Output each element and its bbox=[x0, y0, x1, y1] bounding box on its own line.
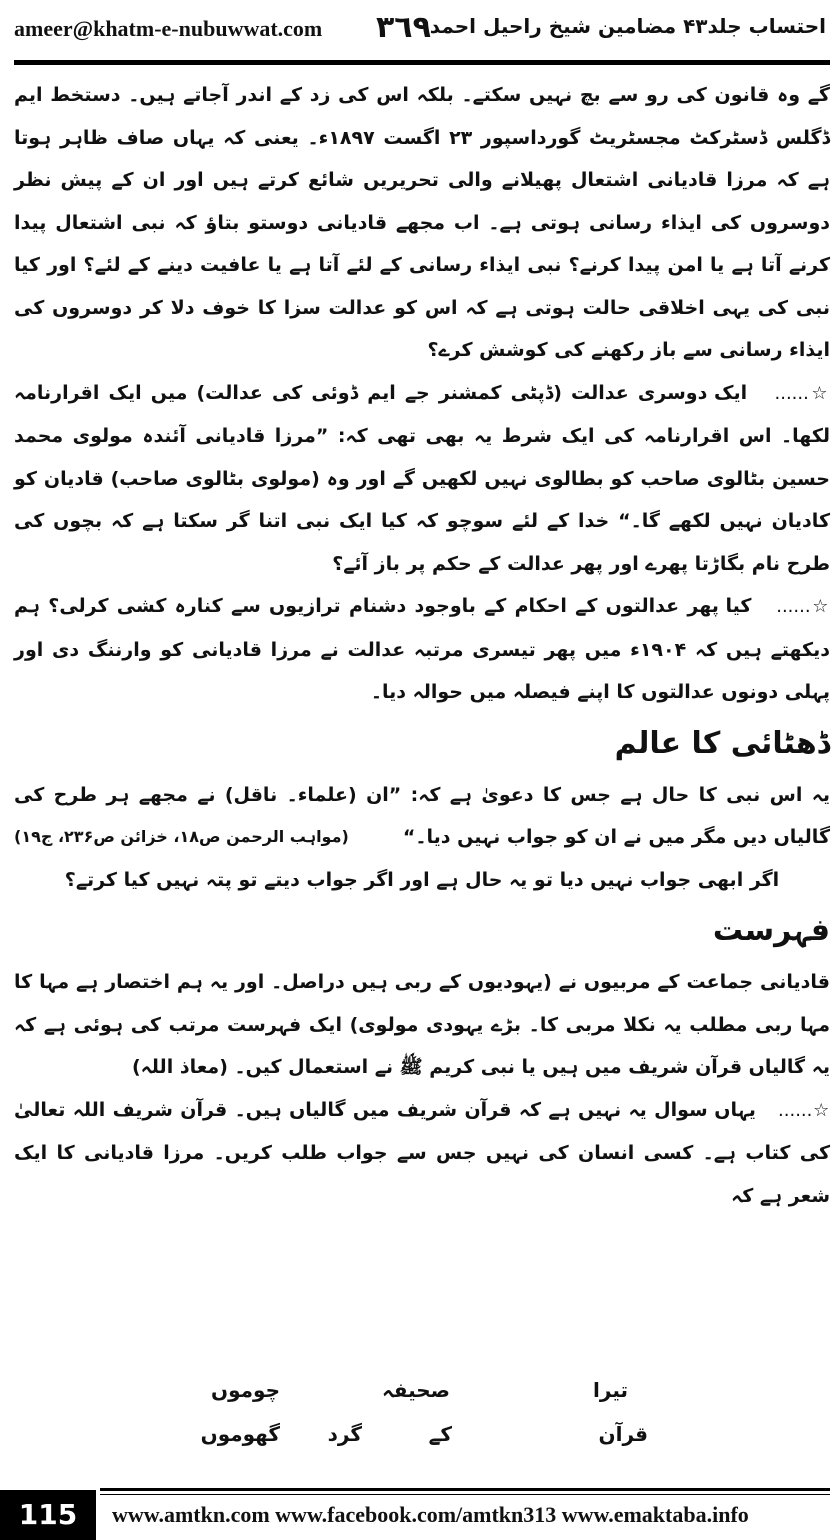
paragraph-1: گے وہ قانون کی رو سے بچ نہیں سکتے۔ بلکہ اس کی زد کے اندر آجاتے ہیں۔ دستخط ایم ڈگلس ڈسٹرکٹ مجسٹریٹ گورداسپور ۲۳ اگست ۱۸۹۷ء۔ یعنی کہ یہاں صاف ظاہر ہوتا ہے کہ مرزا قادیانی اشتعال پھیلانے والی تحریریں شائع کرتے ہیں اور ان کے پیش نظر دوسروں کی ایذاء رسانی ہوتی ہے۔ اب مجھے قادیانی دوستو بتاؤ کہ نبی اشتعال پیدا کرنے آتا ہے یا امن پیدا کرنے؟ نبی ایذاء رسانی کے لئے آتا ہے یا عافیت دینے کے لئے؟ اور کیا نبی کی یہی اخلاقی حالت ہوتی ہے کہ اس کو عدالت سزا کا خوف دلا کر دوسروں کی ایذاء رسانی سے باز رکھنے کی کوشش کرے؟ bbox=[14, 84, 830, 361]
page-header bbox=[0, 0, 840, 60]
paragraph-7 bbox=[14, 1089, 830, 1218]
header-email: ameer@khatm-e-nubuwwat.com bbox=[14, 16, 323, 41]
footer-links: www.amtkn.com www.facebook.com/amtkn313 www.emaktaba.info bbox=[112, 1502, 749, 1527]
page-body bbox=[14, 74, 830, 1217]
paragraph-4 bbox=[14, 774, 830, 859]
paragraph-2-text: ایک دوسری عدالت (ڈپٹی کمشنر جے ایم ڈوئی کی عدالت) میں ایک اقرارنامہ لکھا۔ اس اقرارنامہ کی ایک شرط یہ بھی تھی کہ: ”مرزا قادیانی آئندہ مولوی محمد حسین بٹالوی صاحب کو بطالوی نہیں لکھیں گے اور وہ (مولوی بٹالوی صاحب) قادیان کو کادیان نہیں لکھے گا۔“ خدا کے لئے سوچو کہ کیا ایک نبی اتنا گر سکتا ہے کہ بچوں کی طرح نام بگاڑتا پھرے اور پھر عدالت کے حکم پر باز آئے؟ bbox=[14, 381, 830, 575]
paragraph-6: قادیانی جماعت کے مربیوں نے (یہودیوں کے ربی ہیں دراصل۔ اور یہ ہم اختصار ہے مہا کا مہا ربی مطلب یہ نکلا مربی کا۔ بڑے یہودی مولوی) ایک فہرست مرتب کی ہوئی ہے کہ یہ گالیاں قرآن شریف میں ہیں یا نبی کریم ﷺ نے استعمال کیں۔ (معاذ اللہ) bbox=[14, 971, 830, 1078]
poem-word: چوموں bbox=[211, 1378, 280, 1402]
poem-word: قرآن bbox=[598, 1422, 648, 1446]
poem-word: تیرا bbox=[593, 1378, 628, 1402]
paragraph-3-text: کیا پھر عدالتوں کے احکام کے باوجود دشنام ترازیوں سے کنارہ کشی کرلی؟ ہم دیکھتے ہیں کہ ۱۹۰۴ء میں پھر تیسری مرتبہ عدالت نے مرزا قادیانی کو وارننگ دی اور پہلی دونوں عدالتوں کا اپنے فیصلہ میں حوالہ دیا۔ bbox=[14, 595, 830, 703]
star-marker: ☆...... bbox=[776, 596, 830, 617]
poem-line-1 bbox=[0, 1378, 840, 1418]
footer-page-number: 115 bbox=[0, 1490, 96, 1540]
poem-line-2 bbox=[0, 1422, 840, 1462]
paragraph-7-text: یہاں سوال یہ نہیں ہے کہ قرآن شریف میں گالیاں ہیں۔ قرآن شریف اللہ تعالیٰ کی کتاب ہے۔ کسی انسان کی نہیں جس سے جواب طلب کریں۔ مرزا قادیانی کا ایک شعر ہے کہ bbox=[14, 1098, 830, 1207]
paragraph-3 bbox=[14, 585, 830, 714]
header-page-number: ٣٦٩ bbox=[376, 10, 431, 45]
citation: (مواہب الرحمن ص۱۸، خزائن ص۲۳۶، ج۱۹) bbox=[14, 827, 349, 846]
poem-word: کے bbox=[428, 1422, 452, 1446]
section-heading-1: ڈھٹائی کا عالم bbox=[614, 725, 830, 761]
poem-word: صحیفہ bbox=[381, 1378, 450, 1402]
star-marker: ☆...... bbox=[778, 1099, 830, 1121]
footer-rule bbox=[100, 1488, 830, 1491]
poem-word: گھوموں bbox=[200, 1422, 280, 1446]
star-marker: ☆...... bbox=[774, 382, 830, 404]
paragraph-5: اگر ابھی جواب نہیں دیا تو یہ حال ہے اور اگر جواب دیتے تو پتہ نہیں کیا کرتے؟ bbox=[64, 868, 780, 891]
header-rule bbox=[14, 60, 830, 65]
header-book-title: احتساب جلد۴۳ مضامین شیخ راحیل احمد bbox=[429, 14, 826, 38]
paragraph-4-text: یہ اس نبی کا حال ہے جس کا دعویٰ ہے کہ: ”ان (علماء۔ ناقل) نے مجھے ہر طرح کی گالیاں دیں مگر میں نے ان کو جواب نہیں دیا۔“ bbox=[14, 783, 830, 848]
section-heading-2: فہرست bbox=[712, 913, 830, 948]
footer-rule bbox=[100, 1494, 830, 1495]
poem-word: گرد bbox=[327, 1422, 362, 1446]
paragraph-2 bbox=[14, 372, 830, 586]
